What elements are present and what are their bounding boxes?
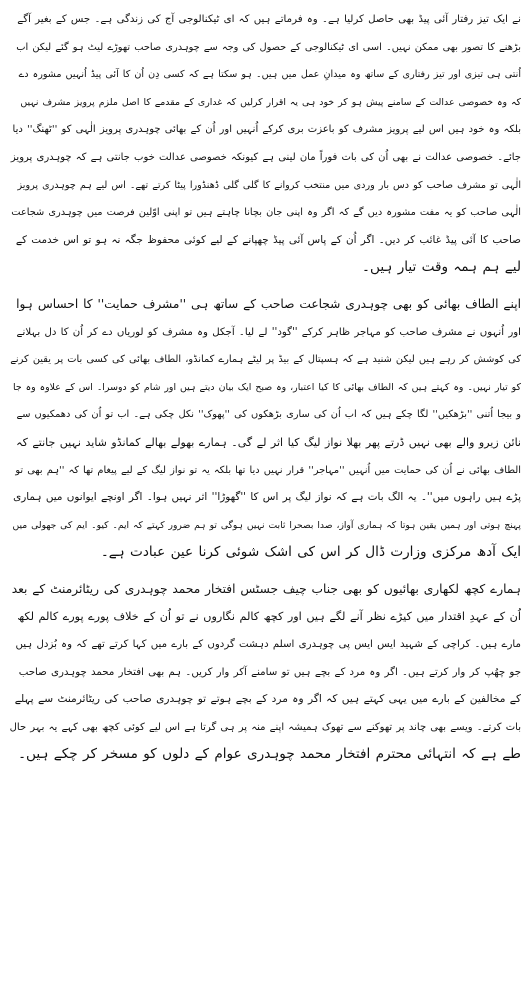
text-line: جائے۔ خصوصی عدالت نے بھی اُن کی بات فوراً مان لینی ہے کیونکہ خصوصی عدالت خوب جانتی ہے کہ چوہدری پرویز	[10, 151, 521, 163]
text-line: بلکہ وہ خود ہیں اس لیے پرویز مشرف کو باعزت بری کرکے اُنہیں اور اُن کے بھائی چوہدری پرویز الٰہی کو ''ٹھنگ'' دیا	[12, 124, 521, 136]
text-line: الٰہی صاحب کو یہ مفت مشورہ دیں گے کہ اگر وہ اپنی جان بچانا چاہتے ہیں تو اپنی اوّلین فرصت میں چوہدری شجاعت	[11, 207, 521, 219]
text-line: ایک آدھ مرکزی وزارت ڈال کر اس کی اشک شوئی کرنا عین عبادت ہے۔	[100, 544, 521, 561]
text-line: بڑھنے کا تصور بھی ممکن نہیں۔ اسی ای ٹیکنالوجی کے حصول کی وجہ سے چوہدری صاحب تھوڑے لیٹ ہو گئے لیکن اب	[16, 41, 521, 53]
text-line: کہ وہ خصوصی عدالت کے سامنے پیش ہو کر خود ہی یہ اقرار کرلیں کہ غداری کے مقدمے کا اصل ملزم پرویز مشرف نہیں	[20, 96, 521, 108]
text-line: کو تیار نہیں۔ وہ کہتے ہیں کہ الطاف بھائی کا کیا اعتبار، وہ صبح ایک بیان دیتے ہیں اور شام کو دوسرا۔ اس کے علاوہ وہ جا	[13, 381, 521, 393]
text-line: صاحب کا آئی پیڈ غائب کر دیں۔ اگر اُن کے پاس آئی پیڈ چھپانے کے لیے کوئی محفوظ جگہ نہ ہو تو اس خدمت کے	[15, 233, 521, 246]
text-line: ہمارے کچھ لکھاری بھائیوں کو بھی جناب چیف جسٹس افتخار محمد چوہدری کی ریٹائرمنٹ کے بعد	[11, 581, 521, 596]
text-line: بات کرتے۔ ویسے بھی چاند پر تھوکنے سے تھوک ہمیشہ اپنے منہ پر ہی گرتا ہے اس لیے کوئی کچھ بھی کہے یہ بہر حال	[10, 721, 521, 733]
text-line: جو چھُپ کر وار کرتے ہیں۔ اگر وہ مرد کے بچے ہیں تو سامنے آکر وار کریں۔ ہم بھی افتخار محمد چوہدری صاحب	[18, 666, 521, 678]
text-line: لیے ہم ہمہ وقت تیار ہیں۔	[362, 259, 521, 276]
article-body	[10, 6, 521, 769]
text-line: نائن زیرو والے بھی نہیں ڈرتے پھر بھلا نواز لیگ کیا اثر لے گی۔ ہمارے بھولے بھالے کمانڈو شاید نہیں جانتے کہ	[16, 435, 521, 449]
text-line: پڑے ہیں راہوں میں''۔ یہ الگ بات ہے کہ نواز لیگ پر اس کا ''گھوڑا'' اثر نہیں ہوا۔ اگر اونچے ایوانوں میں ہماری	[13, 491, 521, 504]
text-line: اپنے الطاف بھائی کو بھی چوہدری شجاعت صاحب کے ساتھ ہی ''مشرف حمایت'' کا احساس ہوا	[16, 296, 521, 311]
text-line: اور اُنہوں نے مشرف صاحب کو مہاجر ظاہر کرکے ''گود'' لے لیا۔ آجکل وہ مشرف کو لوریاں دے کر اُن کا دل بہلانے	[16, 326, 521, 338]
text-line: و بیجا اُتنی ''بڑھکیں'' لگا چکے ہیں کہ اب اُن کی ساری بڑھکوں کی ''پھوک'' نکل چکی ہے۔ اب تو اُن کی دھمکیوں سے	[16, 409, 521, 421]
article-paragraph	[10, 291, 521, 567]
text-line: مارے ہیں۔ کراچی کے شہید ایس ایس پی چوہدری اسلم دہشت گردوں کے بارے میں کہا کرتے تھے کہ وہ بُزدل ہیں	[15, 639, 521, 651]
text-line: اُنتی ہی تیزی اور تیز رفتاری کے ساتھ وہ میدانِ عمل میں ہیں۔ ہو سکتا ہے کہ کسی دِن اُن کا آئی پیڈ اُنہیں مشورہ دے	[18, 69, 521, 81]
text-line: طے ہے کہ انتہائی محترم افتخار محمد چوہدری عوام کے دلوں کو مسخر کر چکے ہیں۔	[18, 746, 521, 763]
text-line: نے ایک تیز رفتار آئی پیڈ بھی حاصل کرلیا ہے۔ وہ فرماتے ہیں کہ ای ٹیکنالوجی آج کی زندگی ہے۔ جس کے بغیر آگے	[17, 14, 521, 25]
text-line: اُن کے عہدِ اقتدار میں کیڑے نظر آنے لگے ہیں اور کچھ کالم نگاروں نے تو اُن کے خلاف پورے پورے کالم لکھ	[17, 610, 521, 624]
text-line: الطاف بھائی نے اُن کی حمایت میں اُنہیں ''مہاجر'' قرار نہیں دیا تھا بلکہ یہ تو نواز لیگ کے لیے پیغام تھا کہ ''ہم بھی تو	[15, 464, 521, 476]
text-line: کے مخالفین کے بارے میں یہی کہتے ہیں کہ اگر وہ مرد کے بچے ہوتے تو چوہدری صاحب کی ریٹائرمنٹ سے پہلے	[14, 693, 521, 706]
article-paragraph	[10, 6, 521, 282]
text-line: الٰہی تو مشرف صاحب کو دس بار وردی میں منتخب کروانے کا گلی گلی ڈھنڈورا پیٹا کرتے تھے۔ اس لیے ہم چوہدری پرویز	[17, 179, 521, 191]
article-paragraph	[10, 576, 521, 769]
text-line: کی کوشش کر رہے ہیں لیکن شنید ہے کہ ہسپتال کے بیڈ پر لیٹے ہمارے کمانڈو، الطاف بھائی کی کسی بات پر یقین کرنے	[10, 354, 521, 366]
text-line: پہنچ ہوتی اور ہمیں یقین ہوتا کہ ہماری آواز، صدا بصحرا ثابت نہیں ہوگی تو ہم ضرور کہتے کہ ایم۔ کیو۔ ایم کی جھولی میں	[12, 519, 521, 531]
